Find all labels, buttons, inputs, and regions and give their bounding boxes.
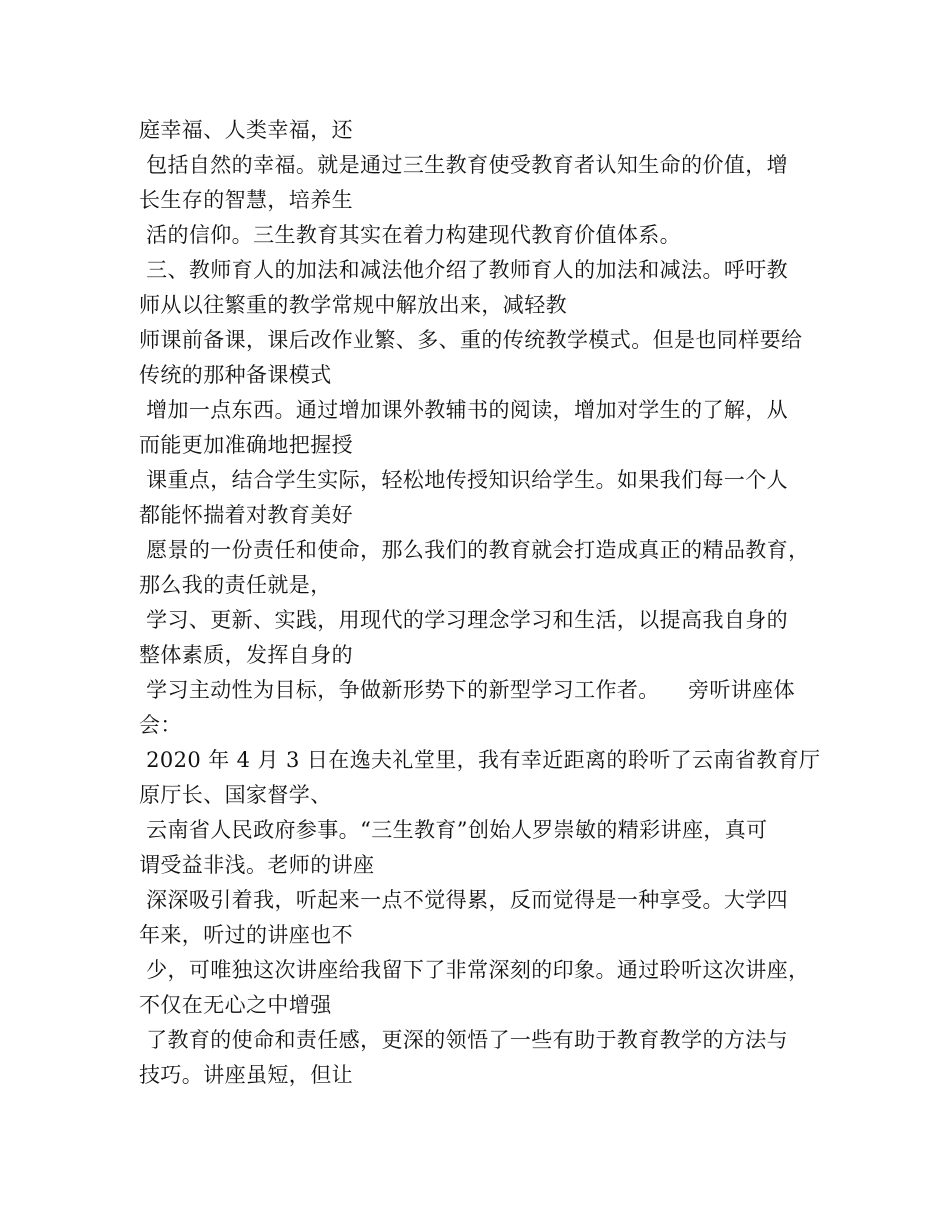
text-line: 三、教师育人的加法和减法他介绍了教师育人的加法和减法。呼吁教 — [139, 258, 789, 282]
document-text — [139, 113, 829, 1093]
text-line: 师课前备课，课后改作业繁、多、重的传统教学模式。但是也同样要给 — [139, 328, 803, 352]
text-line: 学习主动性为目标，争做新形势下的新型学习工作者。 旁听讲座体 — [139, 678, 795, 702]
text-line: 2020 年 4 月 3 日在逸夫礼堂里，我有幸近距离的聆听了云南省教育厅 — [139, 748, 821, 772]
text-line: 活的信仰。三生教育其实在着力构建现代教育价值体系。 — [139, 223, 682, 247]
text-line: 增加一点东西。通过增加课外教辅书的阅读，增加对学生的了解，从 — [139, 398, 789, 422]
text-line: 深深吸引着我，听起来一点不觉得累，反而觉得是一种享受。大学四 — [139, 888, 789, 912]
text-line: 愿景的一份责任和使命，那么我们的教育就会打造成真正的精品教育， — [139, 538, 810, 562]
text-line: 年来，听过的讲座也不 — [139, 923, 353, 947]
text-line: 传统的那种备课模式 — [139, 363, 332, 387]
text-line: 庭幸福、人类幸福，还 — [139, 118, 353, 142]
text-line: 而能更加准确地把握授 — [139, 433, 353, 457]
text-line: 师从以往繁重的教学常规中解放出来，减轻教 — [139, 293, 567, 317]
text-line: 谓受益非浅。老师的讲座 — [139, 853, 375, 877]
text-line: 长生存的智慧，培养生 — [139, 188, 353, 212]
text-line: 了教育的使命和责任感，更深的领悟了一些有助于教育教学的方法与 — [139, 1028, 789, 1052]
text-line: 云南省人民政府参事。“三生教育”创始人罗崇敏的精彩讲座，真可 — [139, 818, 768, 842]
text-line: 包括自然的幸福。就是通过三生教育使受教育者认知生命的价值，增 — [139, 153, 789, 177]
text-line: 课重点，结合学生实际，轻松地传授知识给学生。如果我们每一个人 — [139, 468, 789, 492]
text-line: 原厅长、国家督学、 — [139, 783, 332, 807]
text-line: 都能怀揣着对教育美好 — [139, 503, 353, 527]
text-line: 不仅在无心之中增强 — [139, 993, 332, 1017]
text-line: 技巧。讲座虽短，但让 — [139, 1063, 353, 1087]
text-line: 少，可唯独这次讲座给我留下了非常深刻的印象。通过聆听这次讲座， — [139, 958, 810, 982]
text-line: 那么我的责任就是， — [139, 573, 332, 597]
text-line: 整体素质，发挥自身的 — [139, 643, 353, 667]
text-line: 会： — [139, 713, 182, 737]
text-line: 学习、更新、实践，用现代的学习理念学习和生活，以提高我自身的 — [139, 608, 789, 632]
